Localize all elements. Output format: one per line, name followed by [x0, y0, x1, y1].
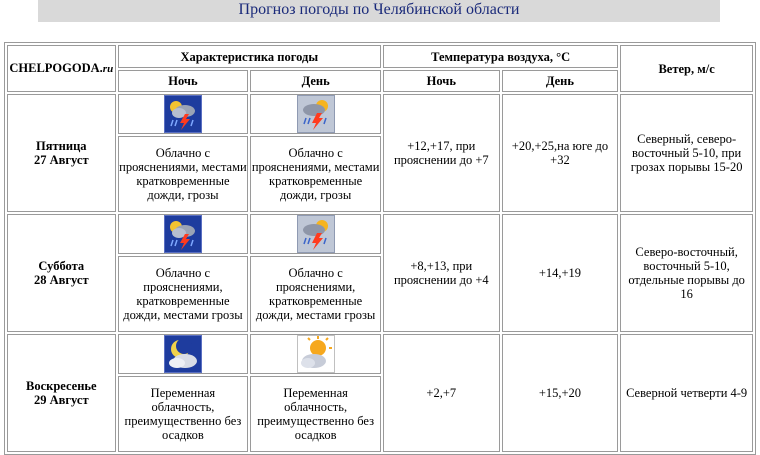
temp-night: +12,+17, при прояснении до +7 [383, 94, 500, 212]
date: 27 Август [33, 153, 89, 167]
day-label [7, 94, 116, 212]
temp-day: +14,+19 [502, 214, 619, 332]
wind-value: Северной четверти 4-9 [620, 334, 753, 452]
partly-cloudy-day-icon [297, 335, 335, 373]
forecast-table [4, 42, 756, 455]
air-temp-header: Температура воздуха, °С [383, 45, 618, 68]
weather-char-header: Характеристика погоды [118, 45, 381, 68]
night-header-temp: Ночь [383, 70, 500, 92]
day-description: Облачно с прояснениями, кратковременные дожди, местами грозы [250, 256, 381, 332]
temp-day: +15,+20 [502, 334, 619, 452]
day-label [7, 334, 116, 452]
wind-header: Ветер, м/с [620, 45, 753, 92]
temp-night: +8,+13, при прояснении до +4 [383, 214, 500, 332]
page-title: Прогноз погоды по Челябинской области [238, 1, 520, 18]
weekday: Суббота [38, 259, 85, 273]
day-description: Облачно с прояснениями, местами кратковременные дожди, грозы [250, 136, 381, 212]
thunderstorm-rain-icon [164, 95, 202, 133]
day-header-weather: День [250, 70, 381, 92]
night-description: Облачно с прояснениями, местами кратковременные дожди, грозы [118, 136, 249, 212]
date: 28 Август [33, 273, 89, 287]
date: 29 Август [33, 393, 89, 407]
day-label [7, 214, 116, 332]
weekday: Воскресенье [25, 379, 97, 393]
weekday: Пятница [36, 139, 87, 153]
partly-cloudy-night-icon [164, 335, 202, 373]
brand-logo: CHELPOGODA.ru [7, 45, 116, 92]
night-description: Облачно с прояснениями, кратковременные дожди, местами грозы [118, 256, 249, 332]
day-header-temp: День [502, 70, 619, 92]
wind-value: Северный, северо-восточный 5-10, при грозах порывы 15-20 [620, 94, 753, 212]
thunderstorm-rain-day-icon [297, 215, 335, 253]
night-header-weather: Ночь [118, 70, 249, 92]
night-description: Переменная облачность, преимущественно без осадков [118, 376, 249, 452]
temp-night: +2,+7 [383, 334, 500, 452]
temp-day: +20,+25,на юге до +32 [502, 94, 619, 212]
page-title-bar [38, 0, 720, 22]
wind-value: Северо-восточный, восточный 5-10, отдельные порывы до 16 [620, 214, 753, 332]
thunderstorm-rain-icon [164, 215, 202, 253]
thunderstorm-rain-day-icon [297, 95, 335, 133]
day-description: Переменная облачность, преимущественно без осадков [250, 376, 381, 452]
